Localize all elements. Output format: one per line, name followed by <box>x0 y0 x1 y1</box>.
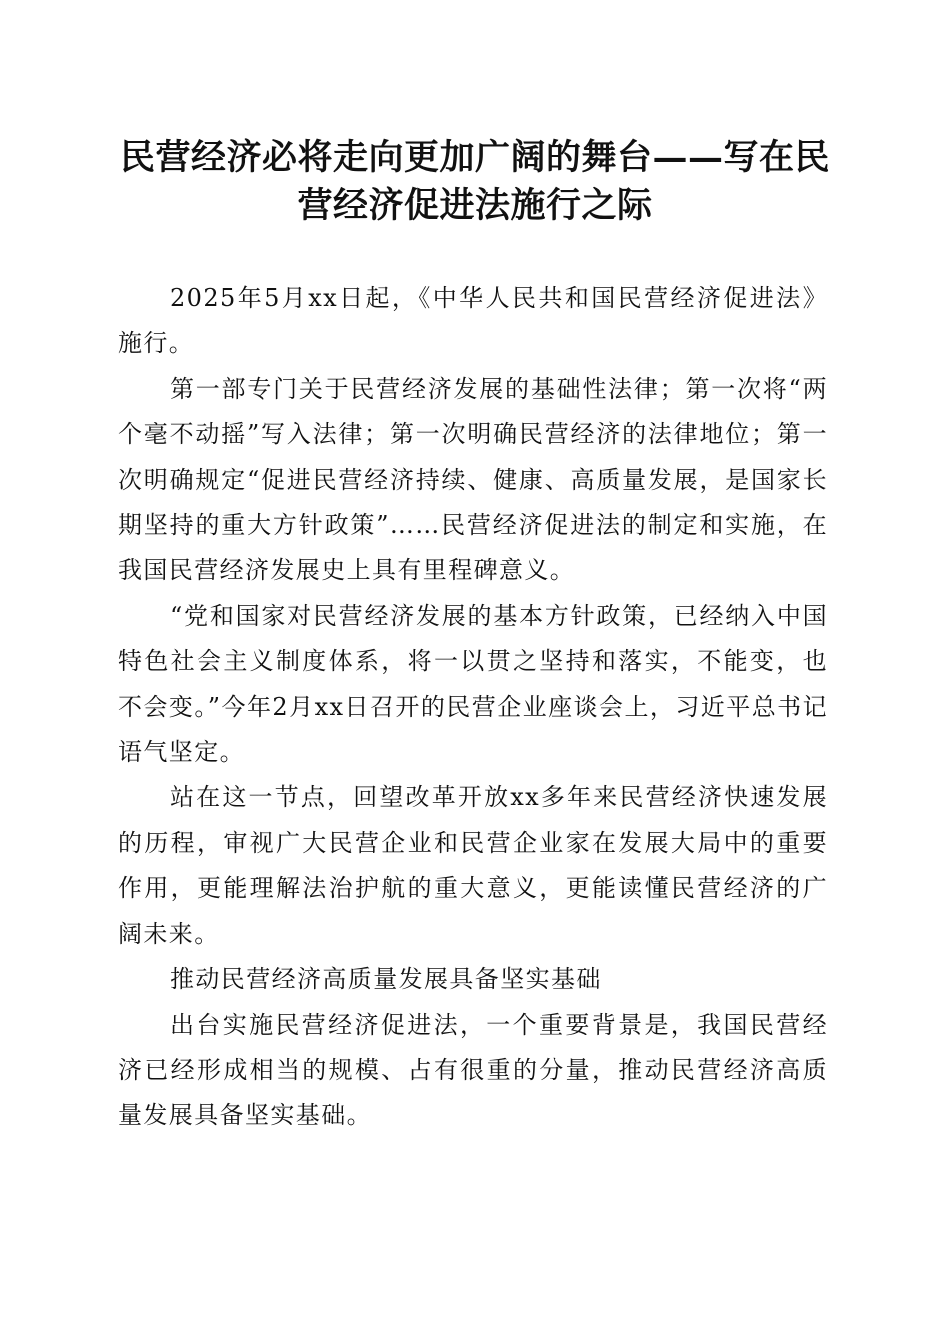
document-body <box>118 276 828 1139</box>
document-title <box>110 134 840 230</box>
paragraph-2: 第一部专门关于民营经济发展的基础性法律；第一次将“两个毫不动摇”写入法律；第一次明确民营经济的法律地位；第一次明确规定“促进民营经济持续、健康、高质量发展，是国家长期坚持的重大方针政策”……民营经济促进法的制定和实施，在我国民营经济发展史上具有里程碑意义。 <box>118 374 828 585</box>
paragraph-5: 出台实施民营经济促进法，一个重要背景是，我国民营经济已经形成相当的规模、占有很重的分量，推动民营经济高质量发展具备坚实基础。 <box>118 1010 828 1130</box>
paragraph-1: 2025年5月xx日起，《中华人民共和国民营经济促进法》施行。 <box>118 284 828 358</box>
title-line-2: 营经济促进法施行之际 <box>297 185 653 226</box>
paragraph-4: 站在这一节点，回望改革开放xx多年来民营经济快速发展的历程，审视广大民营企业和民营企业家在发展大局中的重要作用，更能理解法治护航的重大意义，更能读懂民营经济的广阔未来。 <box>118 783 828 948</box>
paragraph-3: “党和国家对民营经济发展的基本方针政策，已经纳入中国特色社会主义制度体系，将一以贯之坚持和落实，不能变，也不会变。”今年2月xx日召开的民营企业座谈会上，习近平总书记语气坚定。 <box>118 601 828 767</box>
section-heading: 推动民营经济高质量发展具备坚实基础 <box>170 965 602 994</box>
title-line-1: 民营经济必将走向更加广阔的舞台——写在民 <box>119 137 830 178</box>
